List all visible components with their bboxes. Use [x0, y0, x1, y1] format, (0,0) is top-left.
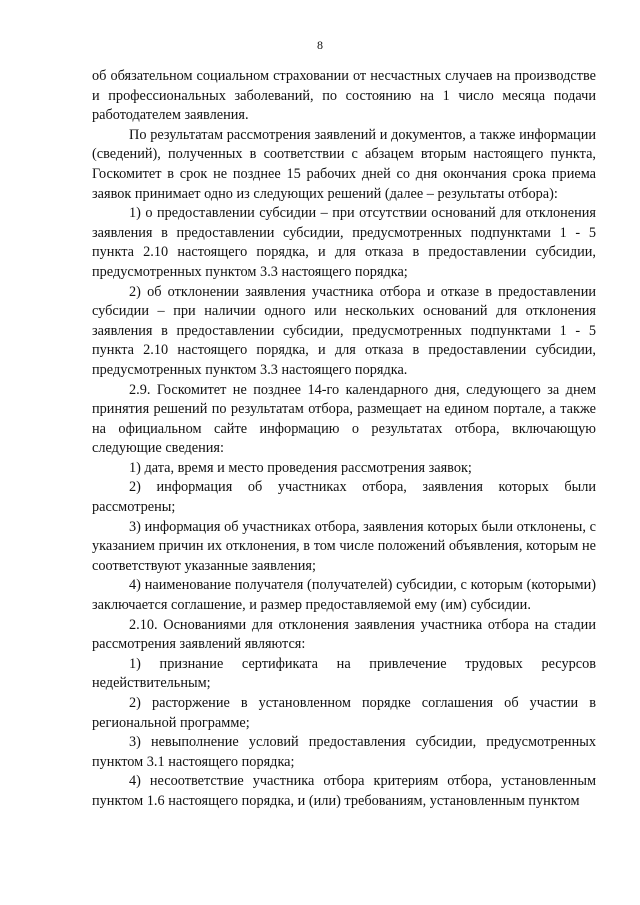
page-number: 8 — [317, 38, 323, 52]
paragraph-2: По результатам рассмотрения заявлений и документов, а также информации (сведений), полученных в соответствии с абзацем вторым настоящего пункта, Госкомитет в срок не позднее 15 рабочих дней со дня окончания срока приема заявок принимает одно из следующих решений (далее – результаты отбора): — [92, 126, 596, 202]
paragraph-3: 1) о предоставлении субсидии – при отсутствии оснований для отклонения заявления в предоставлении субсидии, предусмотренных подпунктами 1 - 5 пункта 2.10 настоящего порядка, и для отказа в предоставлении субсидии, предусмотренных пунктом 3.3 настоящего порядка; — [92, 205, 596, 280]
paragraph-10: 2.10. Основаниями для отклонения заявления участника отбора на стадии рассмотрения заявлений являются: — [92, 616, 596, 653]
paragraph-8: 3) информация об участниках отбора, заявления которых были отклонены, с указанием причин их отклонения, в том числе положений объявления, которым не соответствуют указанные заявления; — [92, 518, 596, 574]
document-body — [92, 67, 596, 812]
paragraph-14: 4) несоответствие участника отбора критериям отбора, установленным пунктом 1.6 настоящего порядка, и (или) требованиям, установленным пунктом — [92, 773, 596, 809]
paragraph-12: 2) расторжение в установленном порядке соглашения об участии в региональной программе; — [92, 695, 596, 731]
paragraph-1: об обязательном социальном страховании от несчастных случаев на производстве и профессиональных заболеваний, по состоянию на 1 число месяца подачи работодателем заявления. — [92, 68, 596, 124]
paragraph-7: 2) информация об участниках отбора, заявления которых были рассмотрены; — [92, 479, 596, 516]
paragraph-4: 2) об отклонении заявления участника отбора и отказе в предоставлении субсидии – при наличии одного или нескольких оснований для отклонения заявления в предоставлении субсидии, предусмотренных подпунктами 1 - 5 пункта 2.10 настоящего порядка, и для отказа в предоставлении субсидии, предусмотренных пунктом 3.3 настоящего порядка. — [92, 283, 596, 378]
paragraph-11: 1) признание сертификата на привлечение трудовых ресурсов недействительным; — [92, 655, 596, 692]
paragraph-5: 2.9. Госкомитет не позднее 14-го календарного дня, следующего за днем принятия решений по результатам отбора, размещает на едином портале, а также на официальном сайте информацию о результатах отбора, включающую следующие сведения: — [92, 381, 596, 457]
paragraph-6: 1) дата, время и место проведения рассмотрения заявок; — [129, 459, 472, 476]
paragraph-9: 4) наименование получателя (получателей) субсидии, с которым (которыми) заключается соглашение, и размер предоставляемой ему (им) субсидии. — [92, 577, 596, 614]
paragraph-13: 3) невыполнение условий предоставления субсидии, предусмотренных пунктом 3.1 настоящего порядка; — [92, 734, 596, 770]
